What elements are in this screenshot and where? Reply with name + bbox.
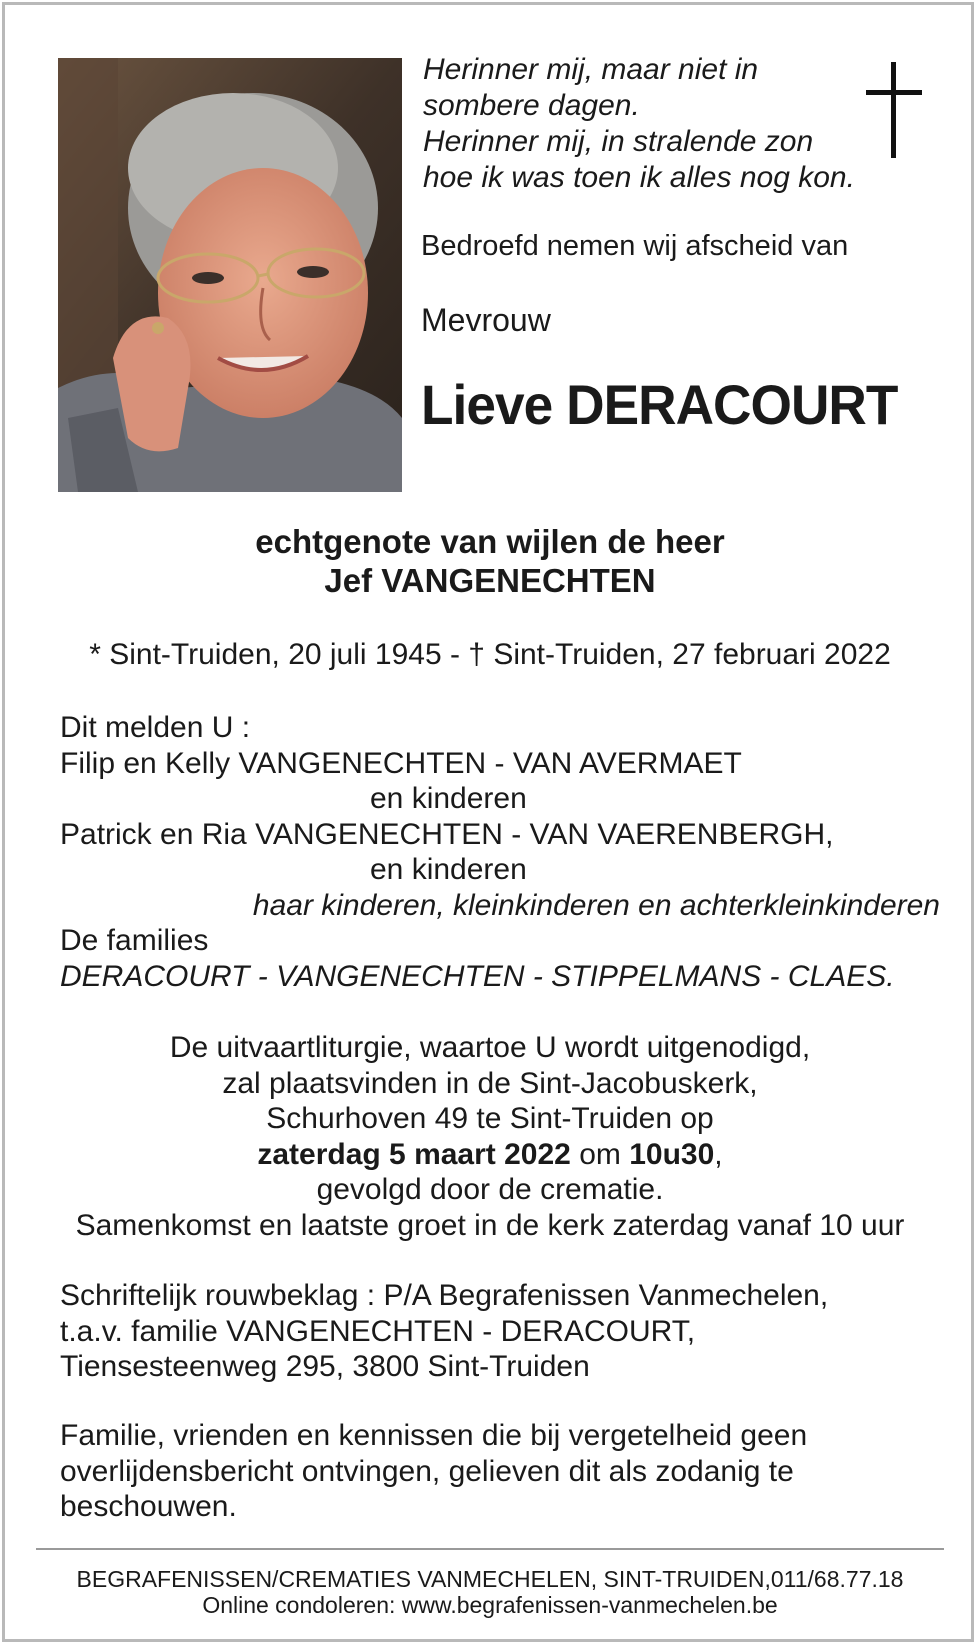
- footer-company: BEGRAFENISSEN/CREMATIES VANMECHELEN, SINT-TRUIDEN,011/68.77.18: [76, 1566, 904, 1592]
- intro-text: Bedroefd nemen wij afscheid van: [421, 230, 849, 262]
- funeral-comma: ,: [714, 1137, 723, 1171]
- funeral-om: om: [570, 1137, 630, 1171]
- footer-website: Online condoleren: www.begrafenissen-vanmechelen.be: [202, 1592, 778, 1618]
- funeral-line: Samenkomst en laatste groet in de kerk zaterdag vanaf 10 uur: [75, 1208, 905, 1242]
- family-announcement: [60, 710, 940, 994]
- memorial-poem: [423, 52, 855, 196]
- condolence-line: t.a.v. familie VANGENECHTEN - DERACOURT,: [60, 1314, 696, 1348]
- spouse-line: echtgenote van wijlen de heer: [255, 523, 725, 560]
- poem-line: sombere dagen.: [423, 89, 640, 122]
- funeral-details: [0, 1030, 980, 1243]
- family-line: Filip en Kelly VANGENECHTEN - VAN AVERMAET: [60, 746, 742, 780]
- funeral-date: zaterdag 5 maart 2022: [257, 1137, 571, 1171]
- spouse-name: Jef VANGENECHTEN: [324, 562, 656, 599]
- family-line: DERACOURT - VANGENECHTEN - STIPPELMANS - CLAES.: [60, 959, 895, 993]
- family-line: Patrick en Ria VANGENECHTEN - VAN VAERENBERGH,: [60, 817, 834, 851]
- honorific: Mevrouw: [421, 302, 551, 338]
- poem-line: hoe ik was toen ik alles nog kon.: [423, 161, 855, 194]
- notice-line: beschouwen.: [60, 1490, 237, 1523]
- funeral-line: zal plaatsvinden in de Sint-Jacobuskerk,: [222, 1066, 758, 1100]
- deceased-name: Lieve DERACOURT: [421, 373, 898, 436]
- notice-text: [60, 1418, 807, 1525]
- funeral-line: De uitvaartliturgie, waartoe U wordt uitgenodigd,: [169, 1031, 811, 1064]
- funeral-datetime: [0, 1137, 980, 1173]
- condolence-line: Schriftelijk rouwbeklag : P/A Begrafenissen Vanmechelen,: [60, 1279, 829, 1312]
- cross-icon: [866, 62, 922, 158]
- family-line: De families: [60, 924, 209, 957]
- portrait-illustration: [58, 58, 402, 492]
- footer-divider: [36, 1548, 944, 1550]
- announce-heading: Dit melden U :: [60, 711, 251, 744]
- condolence-line: Tiensesteenweg 295, 3800 Sint-Truiden: [60, 1350, 590, 1383]
- portrait-photo: [58, 58, 402, 492]
- family-line: en kinderen: [370, 853, 527, 886]
- condolence-address: [60, 1278, 828, 1385]
- notice-line: overlijdensbericht ontvingen, gelieven dit als zodanig te: [60, 1454, 794, 1488]
- poem-line: Herinner mij, in stralende zon: [423, 125, 814, 158]
- funeral-time: 10u30: [629, 1137, 715, 1171]
- life-dates: * Sint-Truiden, 20 juli 1945 - † Sint-Truiden, 27 februari 2022: [89, 638, 891, 671]
- funeral-line: gevolgd door de crematie.: [316, 1173, 664, 1206]
- poem-line: Herinner mij, maar niet in: [423, 53, 759, 86]
- notice-line: Familie, vrienden en kennissen die bij vergetelheid geen: [60, 1419, 808, 1452]
- funeral-line: Schurhoven 49 te Sint-Truiden op: [266, 1102, 714, 1135]
- family-line: haar kinderen, kleinkinderen en achterkleinkinderen: [252, 888, 940, 922]
- spouse-info: [0, 522, 980, 600]
- family-line: en kinderen: [370, 782, 527, 815]
